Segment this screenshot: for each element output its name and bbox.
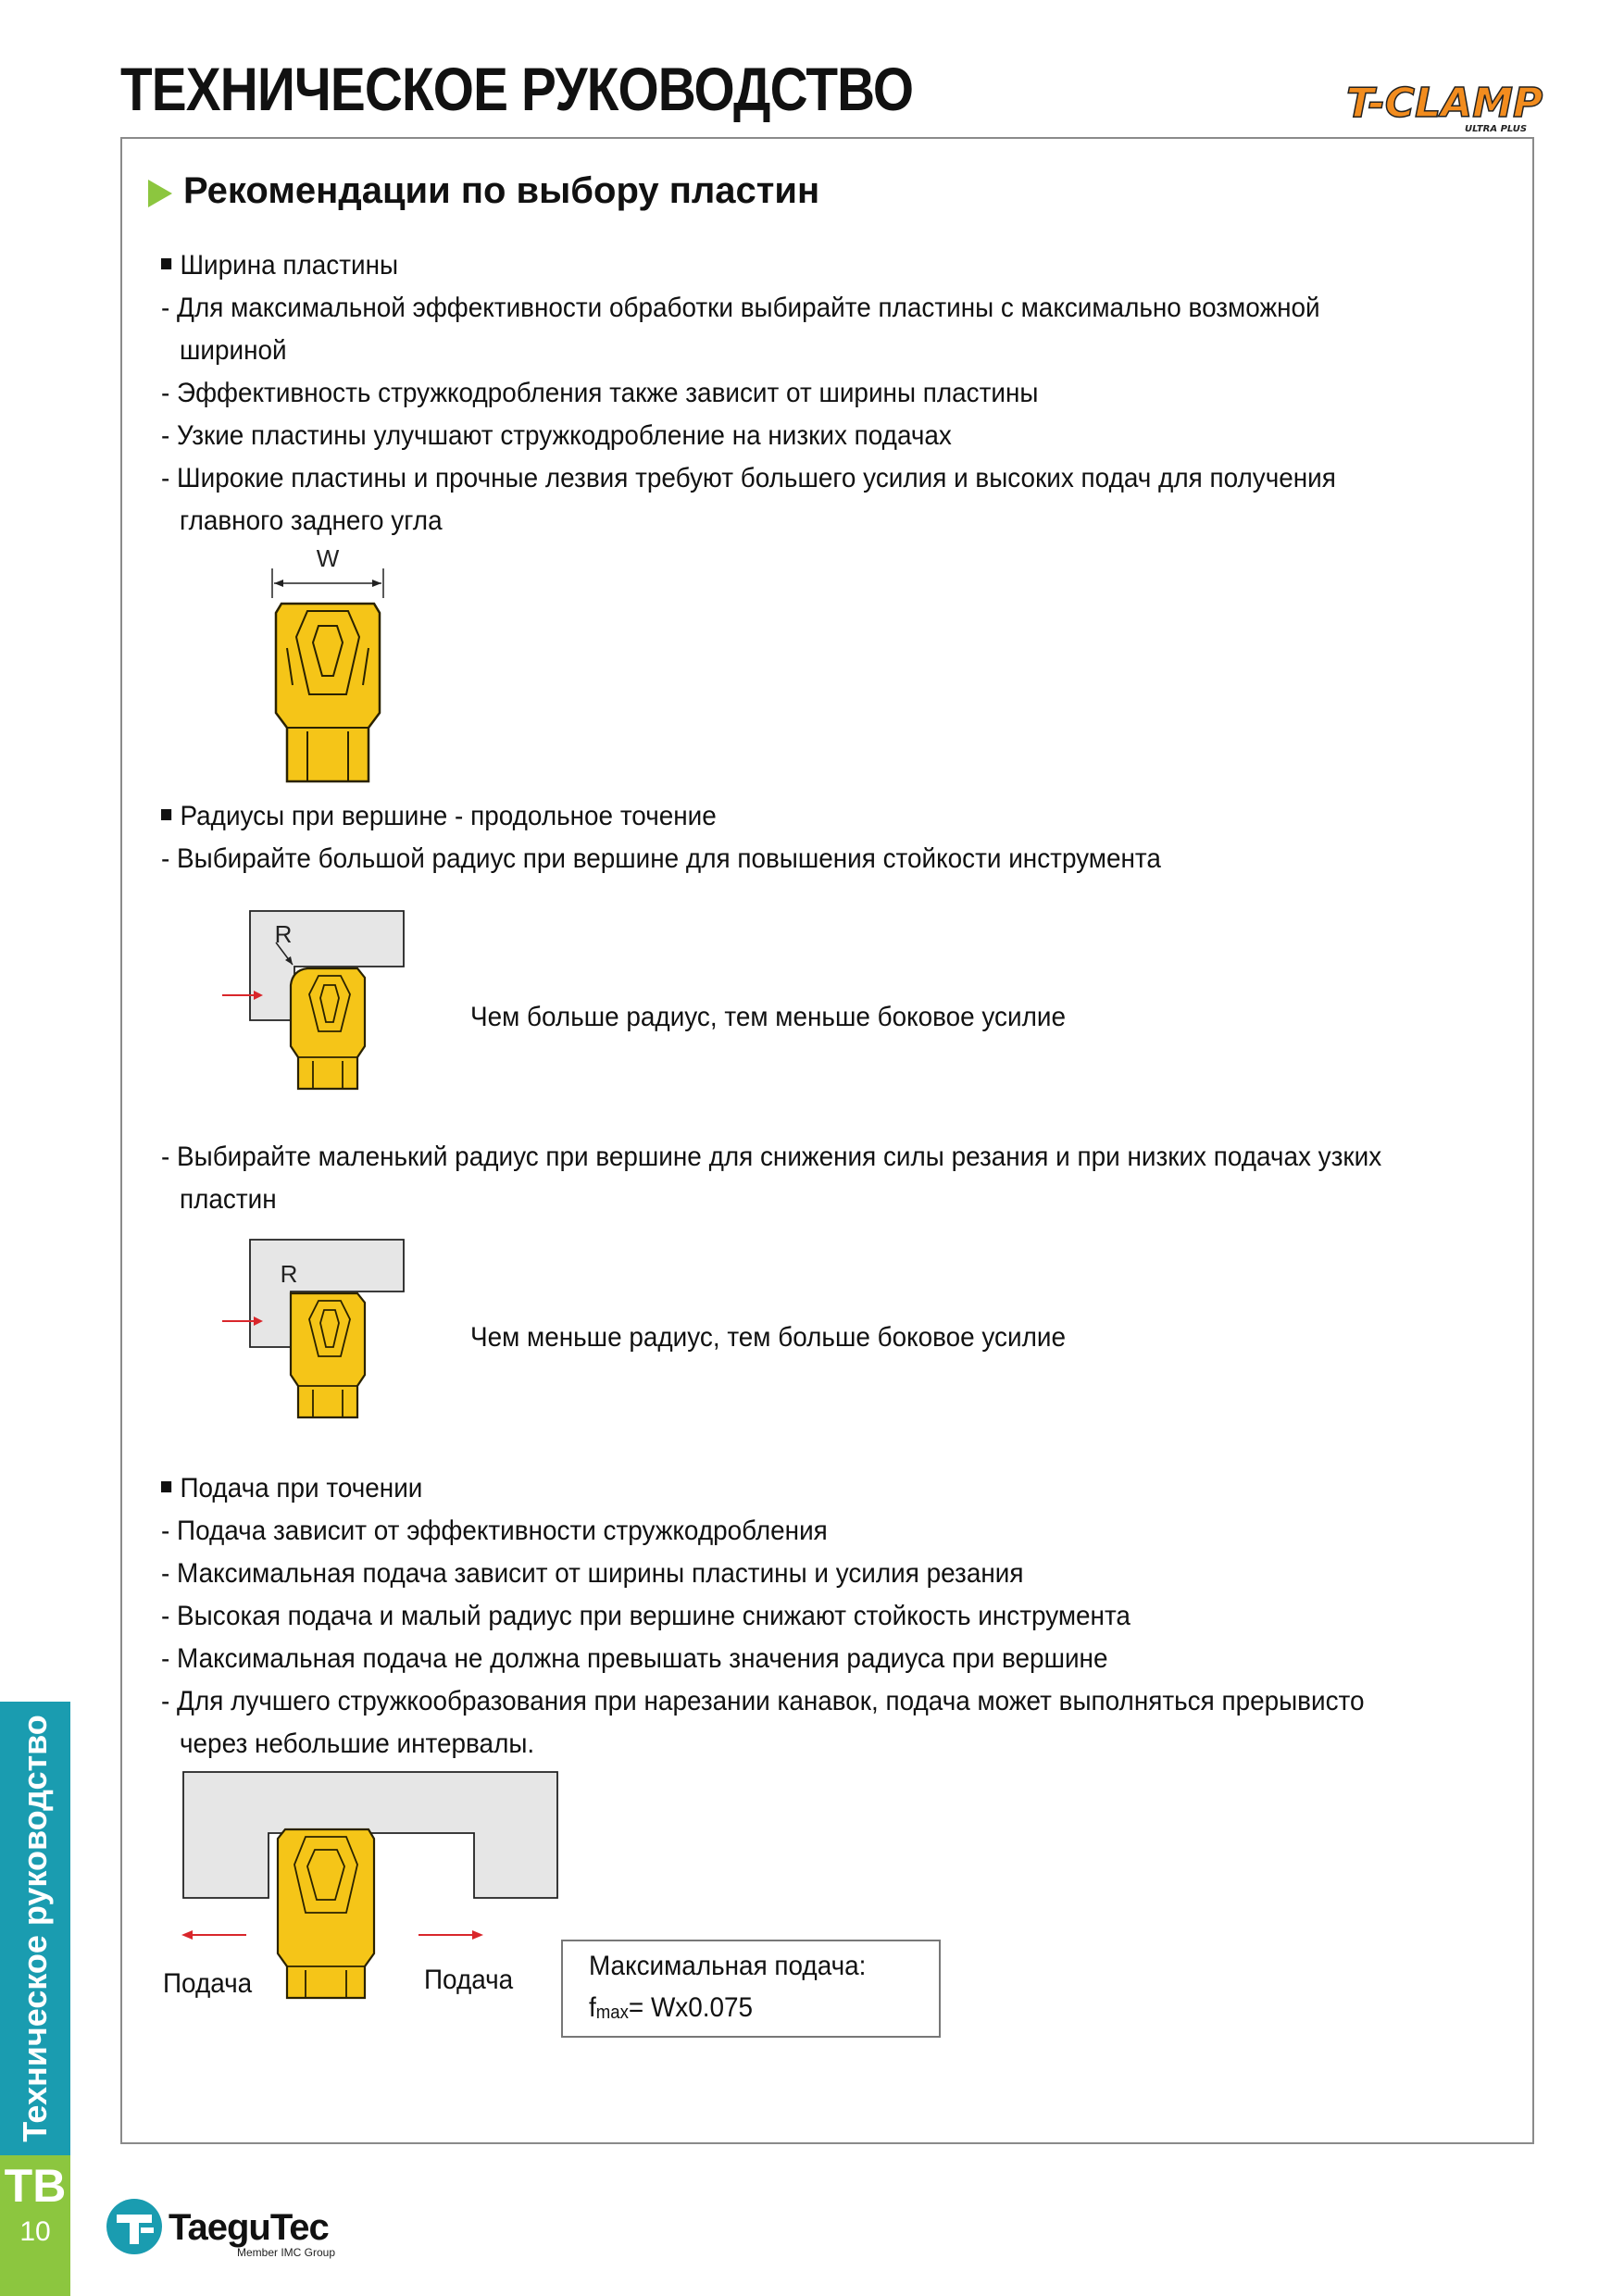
section-title-text: Рекомендации по выбору пластин [183, 170, 820, 211]
width-line-2: шириной [180, 335, 287, 366]
width-line-6: главного заднего угла [180, 505, 443, 536]
square-bullet-icon [161, 258, 171, 269]
t-clamp-logo [1343, 72, 1551, 137]
width-diagram [259, 546, 407, 787]
brand-name: TaeguTec [169, 2207, 329, 2248]
feed-left-label: Подача [163, 1968, 253, 1999]
small-radius-diagram [222, 1236, 417, 1421]
feed-line-2: - Максимальная подача зависит от ширины пластины и усилия резания [161, 1558, 1024, 1589]
radius-line-2: - Выбирайте маленький радиус при вершине для снижения силы резания и при низких подачах узких [161, 1142, 1382, 1172]
width-line-3: - Эффективность стружкодробления также зависит от ширины пластины [161, 378, 1039, 408]
logo-main-text: T-CLAMP [1346, 80, 1543, 127]
square-bullet-icon [161, 1481, 171, 1492]
radius-heading: Радиусы при вершине - продольное точение [161, 801, 717, 832]
radius-label-2: R [280, 1260, 298, 1288]
formula-expression: $f_{max}= Wx0.075$ [589, 1992, 754, 2023]
feed-line-3: - Высокая подача и малый радиус при вершине снижают стойкость инструмента [161, 1601, 1131, 1631]
sidebar-vertical-label: Техническое руководство [16, 1715, 54, 2142]
width-line-1: - Для максимальной эффективности обработки выбирайте пластины с максимально возможной [161, 293, 1320, 323]
large-radius-caption: Чем больше радиус, тем меньше боковое усилие [470, 1002, 1066, 1032]
width-dimension-label: W [316, 546, 340, 572]
brand-sub: Member IMC Group [237, 2246, 336, 2259]
logo-sub-text: ULTRA PLUS [1465, 124, 1528, 134]
tb-code: TB [4, 2160, 67, 2212]
radius-label-1: R [274, 920, 293, 948]
feed-line-4: - Максимальная подача не должна превышать значения радиуса при вершине [161, 1643, 1108, 1674]
width-heading: Ширина пластины [161, 250, 398, 281]
radius-line-3: пластин [180, 1184, 277, 1215]
width-line-5: - Широкие пластины и прочные лезвия требуют большего усилия и высоких подач для получения [161, 463, 1336, 493]
feed-line-6: через небольшие интервалы. [180, 1728, 535, 1759]
feed-heading: Подача при точении [161, 1473, 422, 1504]
large-radius-diagram [222, 907, 417, 1092]
page-title: ТЕХНИЧЕСКОЕ РУКОВОДСТВО [120, 55, 914, 123]
feed-right-label: Подача [424, 1965, 514, 1995]
max-feed-formula-box [561, 1940, 941, 2038]
radius-line-1: - Выбирайте большой радиус при вершине для повышения стойкости инструмента [161, 843, 1161, 874]
section-title [148, 170, 819, 212]
width-line-4: - Узкие пластины улучшают стружкодробление на низких подачах [161, 420, 952, 451]
page-number: 10 [19, 2216, 51, 2247]
square-bullet-icon [161, 809, 171, 820]
small-radius-caption: Чем меньше радиус, тем больше боковое усилие [470, 1322, 1066, 1353]
feed-line-1: - Подача зависит от эффективности стружкодробления [161, 1516, 828, 1546]
taegutec-logo-icon [104, 2196, 165, 2257]
feed-line-5: - Для лучшего стружкообразования при нарезании канавок, подача может выполняться прерывисто [161, 1686, 1365, 1716]
formula-title: Максимальная подача: [589, 1951, 867, 1981]
